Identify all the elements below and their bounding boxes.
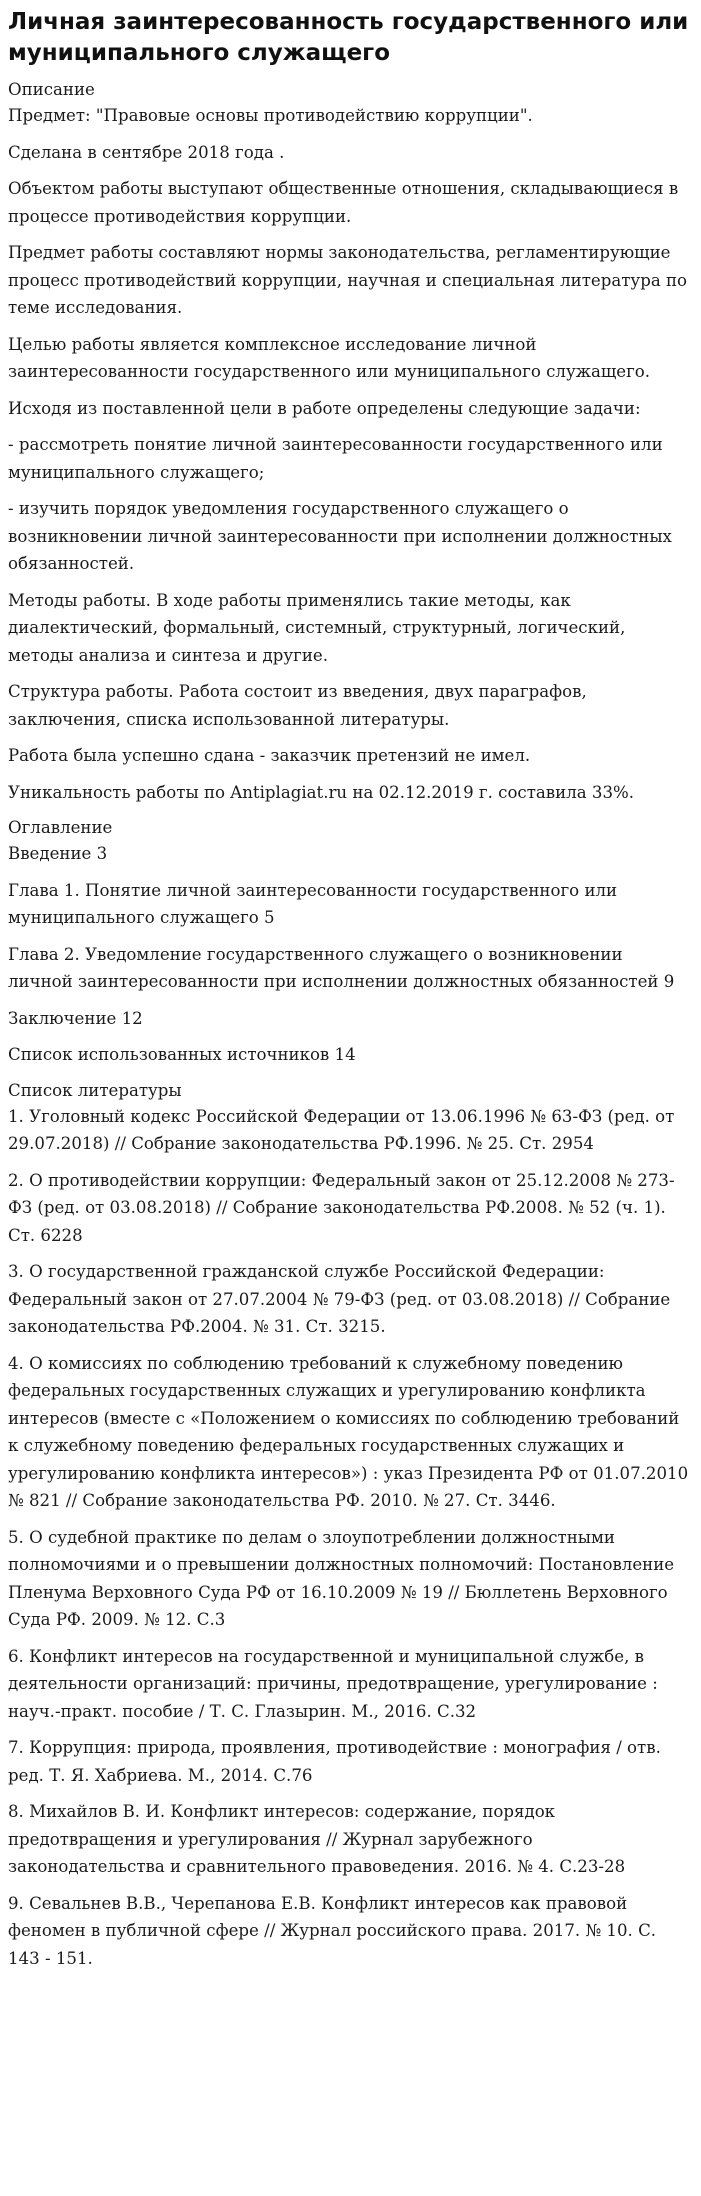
literature-heading: Список литературы — [8, 1080, 182, 1100]
description-paragraph: Уникальность работы по Antiplagiat.ru на 02.12.2019 г. составила 33%. — [8, 782, 635, 802]
description-paragraph: Предмет: "Правовые основы противодействию коррупции". — [8, 106, 533, 125]
description-paragraph: Сделана в сентябре 2018 года . — [8, 142, 285, 162]
toc-item: Глава 1. Понятие личной заинтересованности государственного или муниципального служащего 5 — [8, 880, 618, 927]
literature-item: 1. Уголовный кодекс Российской Федерации от 13.06.1996 № 63-ФЗ (ред. от 29.07.2018) // Собрание законодательства РФ.1996. № 25. Ст. 2954 — [8, 1106, 675, 1153]
description-paragraph: Структура работы. Работа состоит из введения, двух параграфов, заключения, списка использованной литературы. — [8, 682, 587, 729]
description-paragraph: Методы работы. В ходе работы применялись такие методы, как диалектический, формальный, системный, структурный, логический, методы анализа и синтеза и другие. — [8, 590, 626, 665]
literature-section — [8, 1078, 691, 1973]
description-paragraph: Работа была успешно сдана - заказчик претензий не имел. — [8, 746, 531, 765]
literature-item: 5. О судебной практике по делам о злоупотреблении должностными полномочиями и о превышении должностных полномочий: Постановление Пленума Верховного Суда РФ от 16.10.2009 № 19 // Бюллетень Верховного Суда РФ. 2009. № 12. С.3 — [8, 1527, 675, 1629]
toc-heading: Оглавление — [8, 818, 113, 837]
literature-item: 7. Коррупция: природа, проявления, противодействие : монография / отв. ред. Т. Я. Хабриева. М., 2014. С.76 — [8, 1738, 661, 1785]
toc-item: Глава 2. Уведомление государственного служащего о возникновении личной заинтересованности при исполнении должностных обязанностей 9 — [8, 944, 675, 991]
page-title: Личная заинтересованность государственного или муниципального служащего — [8, 9, 689, 66]
toc-item: Заключение 12 — [8, 1008, 143, 1028]
description-paragraph: - рассмотреть понятие личной заинтересованности государственного или муниципального служащего; — [8, 435, 663, 482]
description-paragraph: Исходя из поставленной цели в работе определены следующие задачи: — [8, 398, 641, 418]
description-heading: Описание — [8, 80, 95, 99]
description-paragraph: Объектом работы выступают общественные отношения, складывающиеся в процессе противодействия коррупции. — [8, 179, 679, 226]
literature-item: 6. Конфликт интересов на государственной и муниципальной службе, в деятельности организаций: причины, предотвращение, урегулирование : науч.-практ. пособие / Т. С. Глазырин. М., 2016. С.32 — [8, 1646, 658, 1721]
literature-item: 2. О противодействии коррупции: Федеральный закон от 25.12.2008 № 273-ФЗ (ред. от 03.08.2018) // Собрание законодательства РФ.2008. № 52 (ч. 1). Ст. 6228 — [8, 1170, 675, 1245]
literature-item: 8. Михайлов В. И. Конфликт интересов: содержание, порядок предотвращения и урегулирования // Журнал зарубежного законодательства и сравнительного правоведения. 2016. № 4. С.23-28 — [8, 1802, 626, 1876]
description-paragraph: Целью работы является комплексное исследование личной заинтересованности государственного или муниципального служащего. — [8, 334, 651, 381]
toc-section — [8, 815, 691, 1069]
toc-item: Введение 3 — [8, 844, 108, 863]
literature-item: 9. Севальнев В.В., Черепанова Е.В. Конфликт интересов как правовой феномен в публичной сфере // Журнал российского права. 2017. № 10. С. 143 - 151. — [8, 1893, 657, 1968]
description-section — [8, 77, 691, 806]
toc-item: Список использованных источников 14 — [8, 1045, 356, 1064]
description-paragraph: - изучить порядок уведомления государственного служащего о возникновении личной заинтересованности при исполнении должностных обязанностей. — [8, 499, 672, 573]
description-paragraph: Предмет работы составляют нормы законодательства, регламентирующие процесс противодействий коррупции, научная и специальная литература по теме исследования. — [8, 243, 688, 317]
literature-item: 4. О комиссиях по соблюдению требований к служебному поведению федеральных государственных служащих и урегулированию конфликта интересов (вместе с «Положением о комиссиях по соблюдению требований к служебному поведению федеральных государственных служащих и урегулированию конфликта интересов») : указ Президента РФ от 01.07.2010 № 821 // Собрание законодательства РФ. 2010. № 27. Ст. 3446. — [8, 1353, 689, 1510]
literature-item: 3. О государственной гражданской службе Российской Федерации: Федеральный закон от 27.07.2004 № 79-ФЗ (ред. от 03.08.2018) // Собрание законодательства РФ.2004. № 31. Ст. 3215. — [8, 1262, 671, 1336]
